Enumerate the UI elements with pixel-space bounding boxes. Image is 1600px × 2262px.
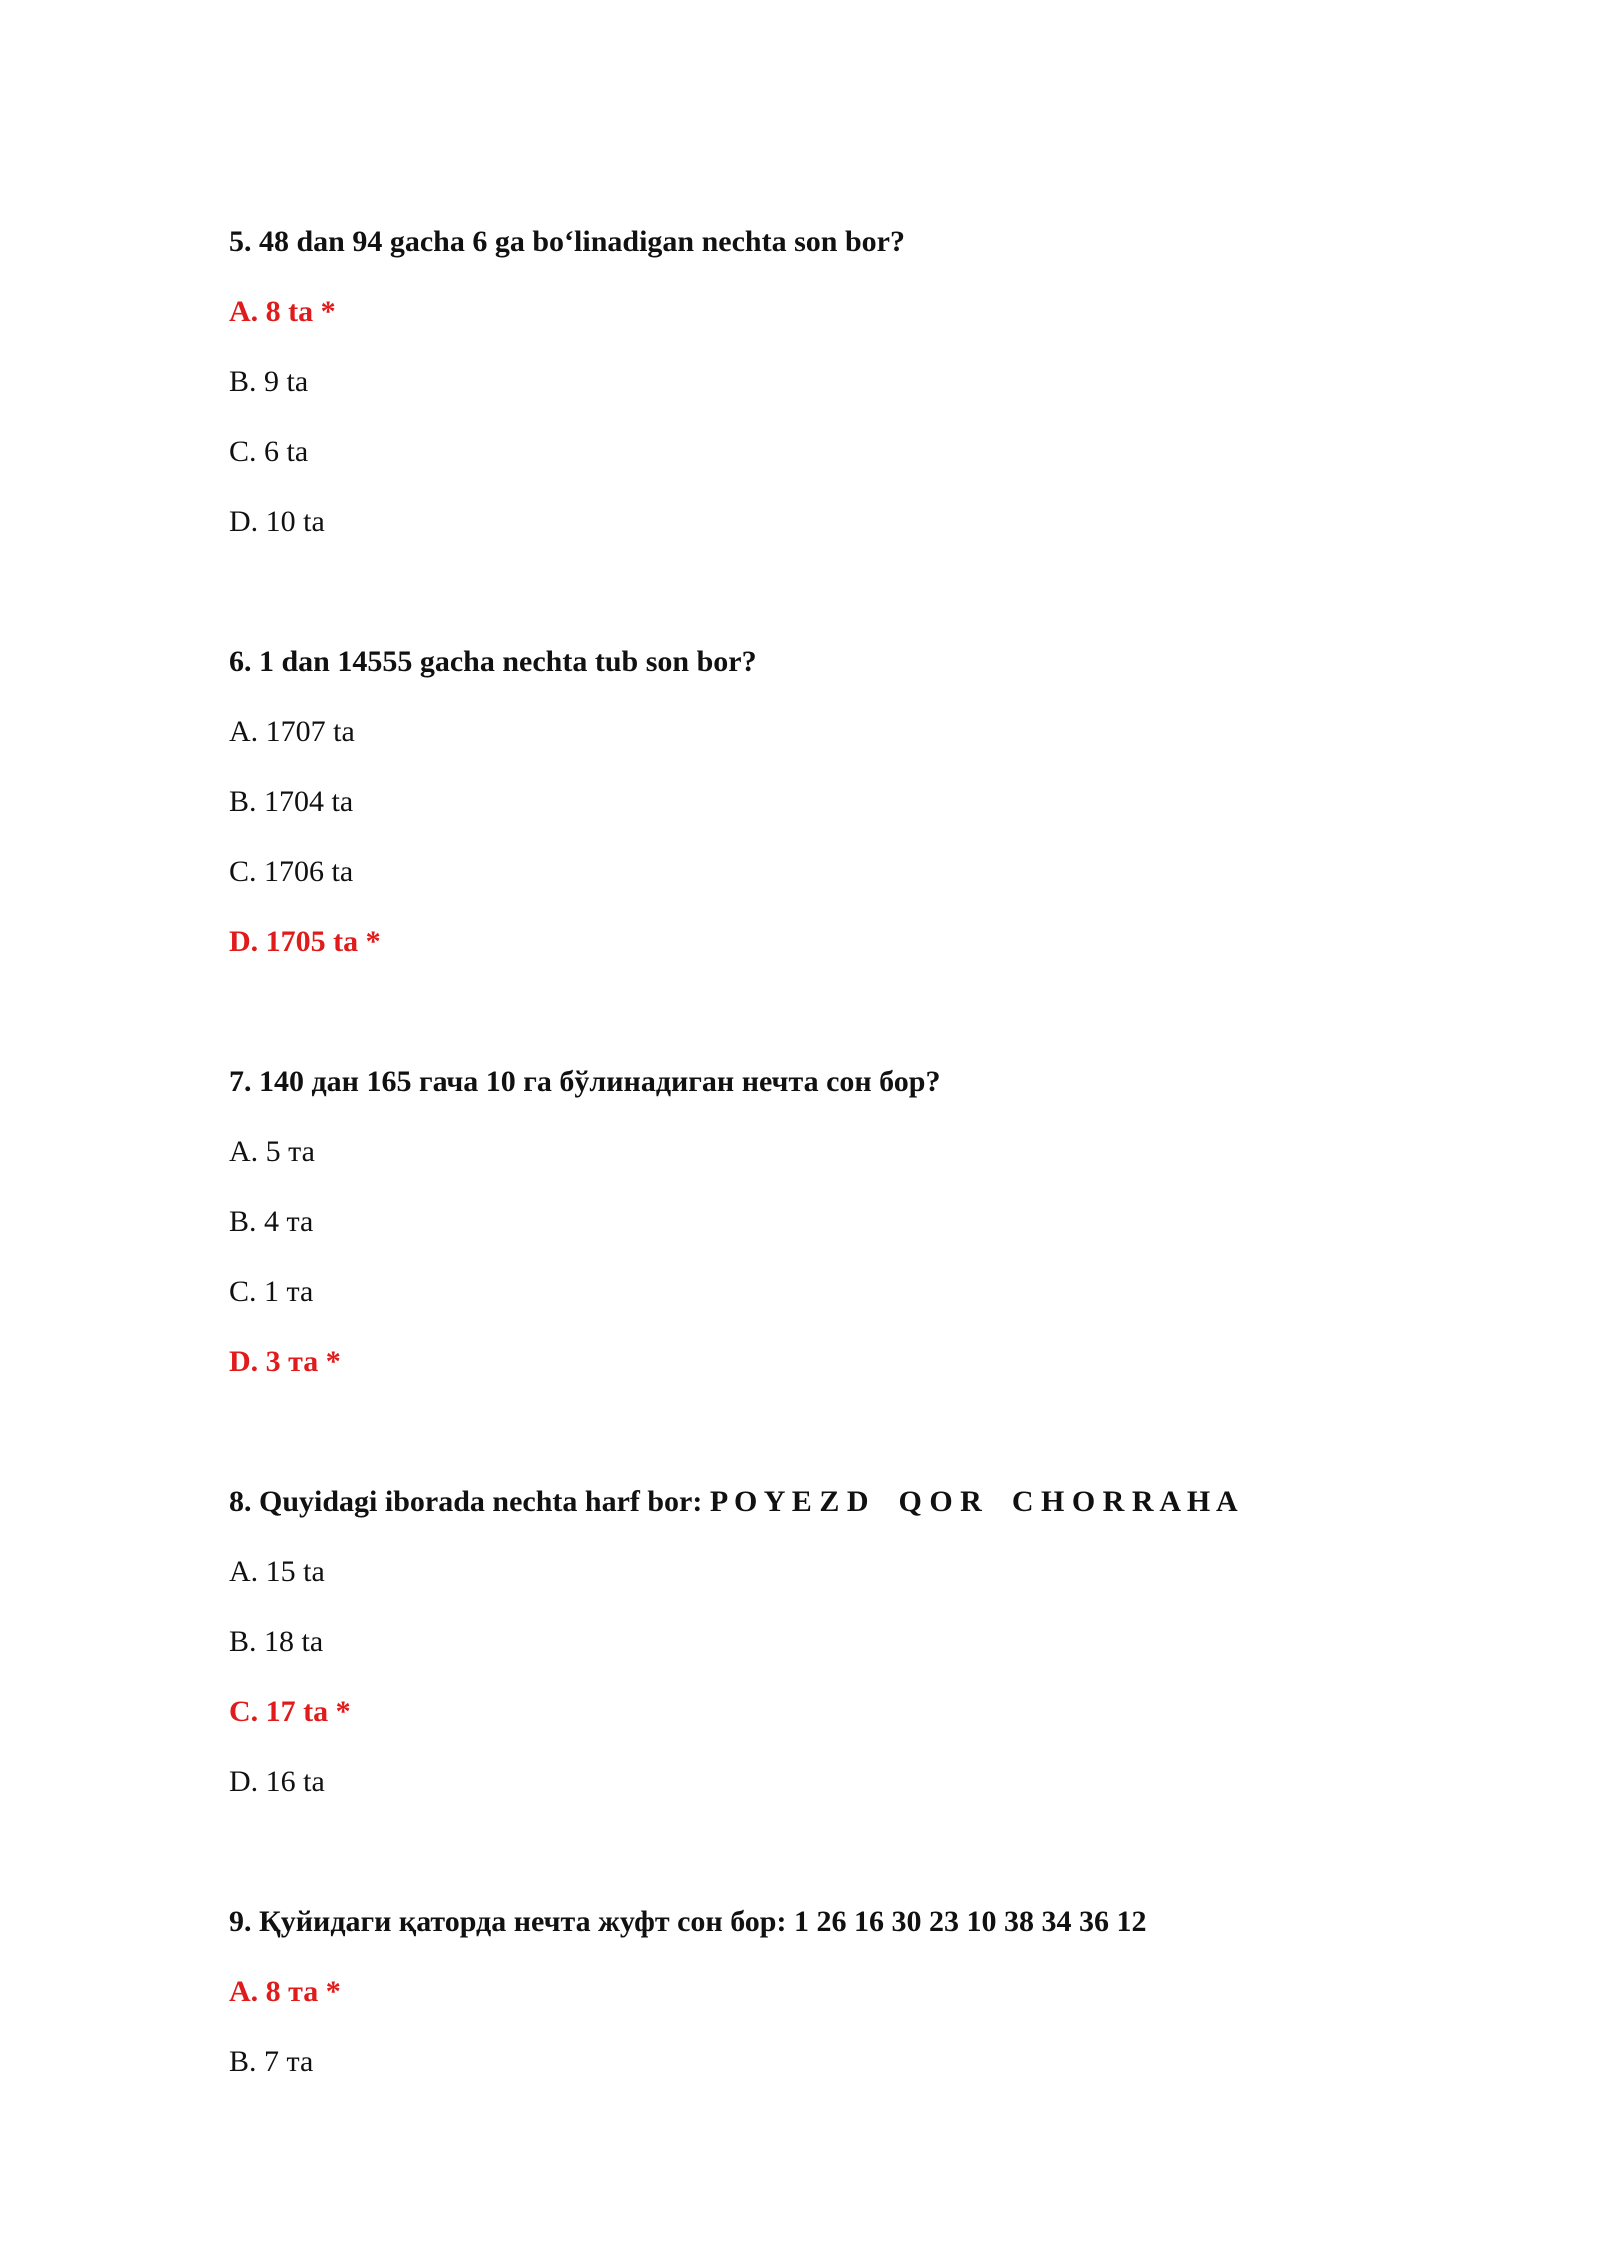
question-7-option-b: B. 4 та (229, 1205, 314, 1238)
question-6-option-b: B. 1704 ta (229, 785, 354, 818)
question-8-option-b: B. 18 ta (229, 1625, 324, 1658)
question-7-option-d: D. 3 та * (229, 1345, 341, 1378)
question-7-option-a: A. 5 та (229, 1135, 315, 1168)
question-5-option-b: B. 9 ta (229, 365, 309, 398)
question-7: 7. 140 дан 165 гача 10 га бўлинадиган нечта сон бор? (229, 1065, 941, 1098)
question-5-option-a: A. 8 ta * (229, 295, 336, 328)
question-5: 5. 48 dan 94 gacha 6 ga bo‘linadigan nechta son bor? (229, 225, 905, 258)
question-8-option-d: D. 16 ta (229, 1765, 325, 1798)
question-9-option-b: B. 7 та (229, 2045, 314, 2078)
question-5-option-c: C. 6 ta (229, 435, 309, 468)
question-6-option-d: D. 1705 ta * (229, 925, 381, 958)
question-9-option-a: A. 8 та * (229, 1975, 341, 2008)
question-8-option-c: C. 17 ta * (229, 1695, 351, 1728)
question-6-option-c: C. 1706 ta (229, 855, 354, 888)
question-9: 9. Қуйидаги қаторда нечта жуфт сон бор: 1 26 16 30 23 10 38 34 36 12 (229, 1905, 1147, 1938)
question-5-option-d: D. 10 ta (229, 505, 325, 538)
question-6: 6. 1 dan 14555 gacha nechta tub son bor? (229, 645, 757, 678)
question-8: 8. Quyidagi iborada nechta harf bor: P O Y E Z D Q O R C H O R R A H A (229, 1485, 1238, 1518)
question-8-option-a: A. 15 ta (229, 1555, 325, 1588)
question-7-option-c: C. 1 та (229, 1275, 314, 1308)
question-6-option-a: A. 1707 ta (229, 715, 355, 748)
